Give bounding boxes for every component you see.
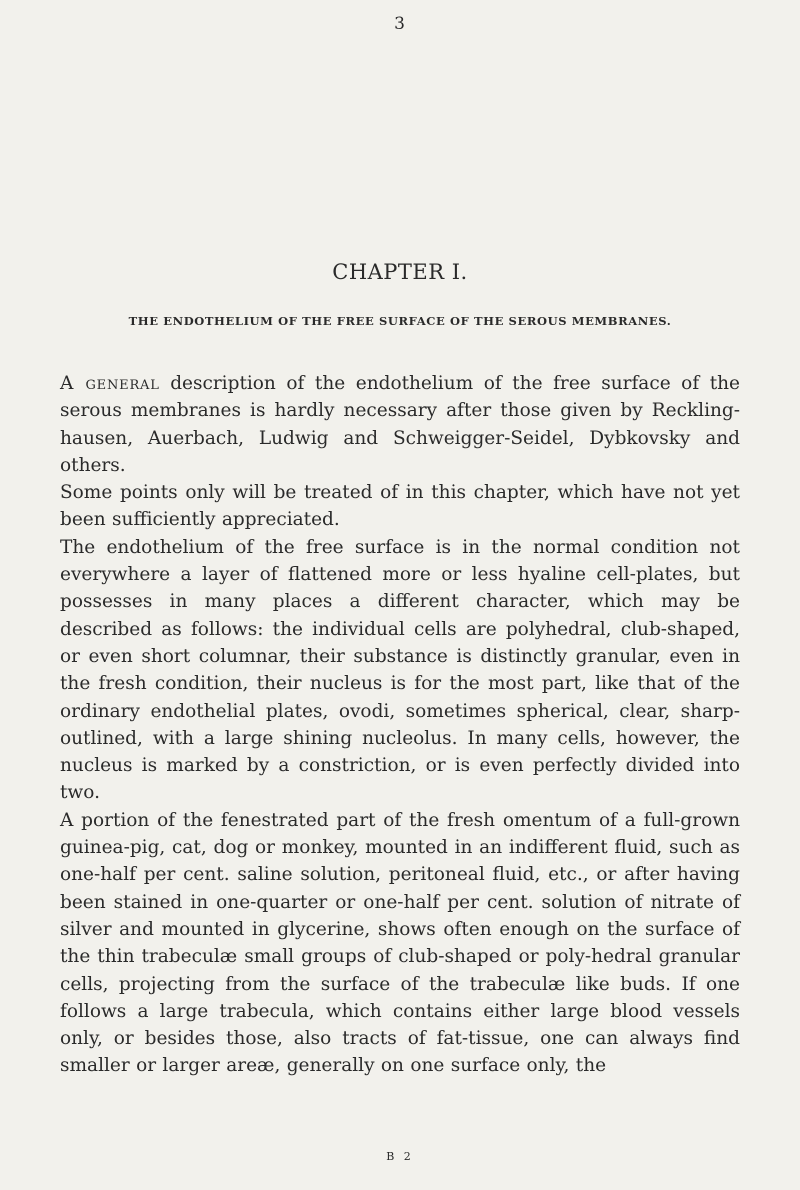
paragraph-text: The endothelium of the free surface is in the normal condition not everywhere a layer of flattened more or less hyaline cell-plates, but possesses in many places a different character, which may be described as follows: the individual cells are polyhedral, club-shaped, or even short columnar, their substance is distinctly granular, even in the fresh condition, their nucleus is for the most part, like that of the ordinary endothelial plates, ovodi, sometimes spherical, clear, sharp-outlined, with a large shining nucleolus. In many cells, however, the nucleus is marked by a constriction, or is even perfectly divided into two. (60, 536, 740, 804)
paragraph-text: description of the endothelium of the free surface of the serous membranes is hardly necessary after those given by Reckling-hausen, Auerbach, Ludwig and Schweigger-Seidel, Dybkovsky and others. (60, 373, 740, 476)
paragraph-text: Some points only will be treated of in this chapter, which have not yet been sufficiently appreciated. (60, 482, 740, 531)
paragraph-4 (60, 807, 740, 1080)
paragraph-lead-caps: A general (60, 373, 160, 394)
page-number: 3 (394, 14, 406, 34)
body-text (60, 370, 740, 1080)
chapter-heading: CHAPTER I. (332, 260, 468, 284)
chapter-title: THE ENDOTHELIUM OF THE FREE SURFACE OF THE SEROUS MEMBRANES. (128, 314, 672, 328)
paragraph-2 (60, 479, 740, 534)
paragraph-1 (60, 370, 740, 479)
paragraph-3 (60, 534, 740, 807)
signature-mark: B 2 (386, 1150, 414, 1163)
paragraph-text: A portion of the fenestrated part of the fresh omentum of a full-grown guinea-pig, cat, dog or monkey, mounted in an indifferent fluid, such as one-half per cent. saline solution, peritoneal fluid, etc., or after having been stained in one-quarter or one-half per cent. solution of nitrate of silver and mounted in glycerine, shows often enough on the surface of the thin trabeculæ small groups of club-shaped or poly-hedral granular cells, projecting from the surface of the trabeculæ like buds. If one follows a large trabecula, which contains either large blood vessels only, or besides those, also tracts of fat-tissue, one can always find smaller or larger areæ, generally on one surface only, the (60, 809, 740, 1077)
